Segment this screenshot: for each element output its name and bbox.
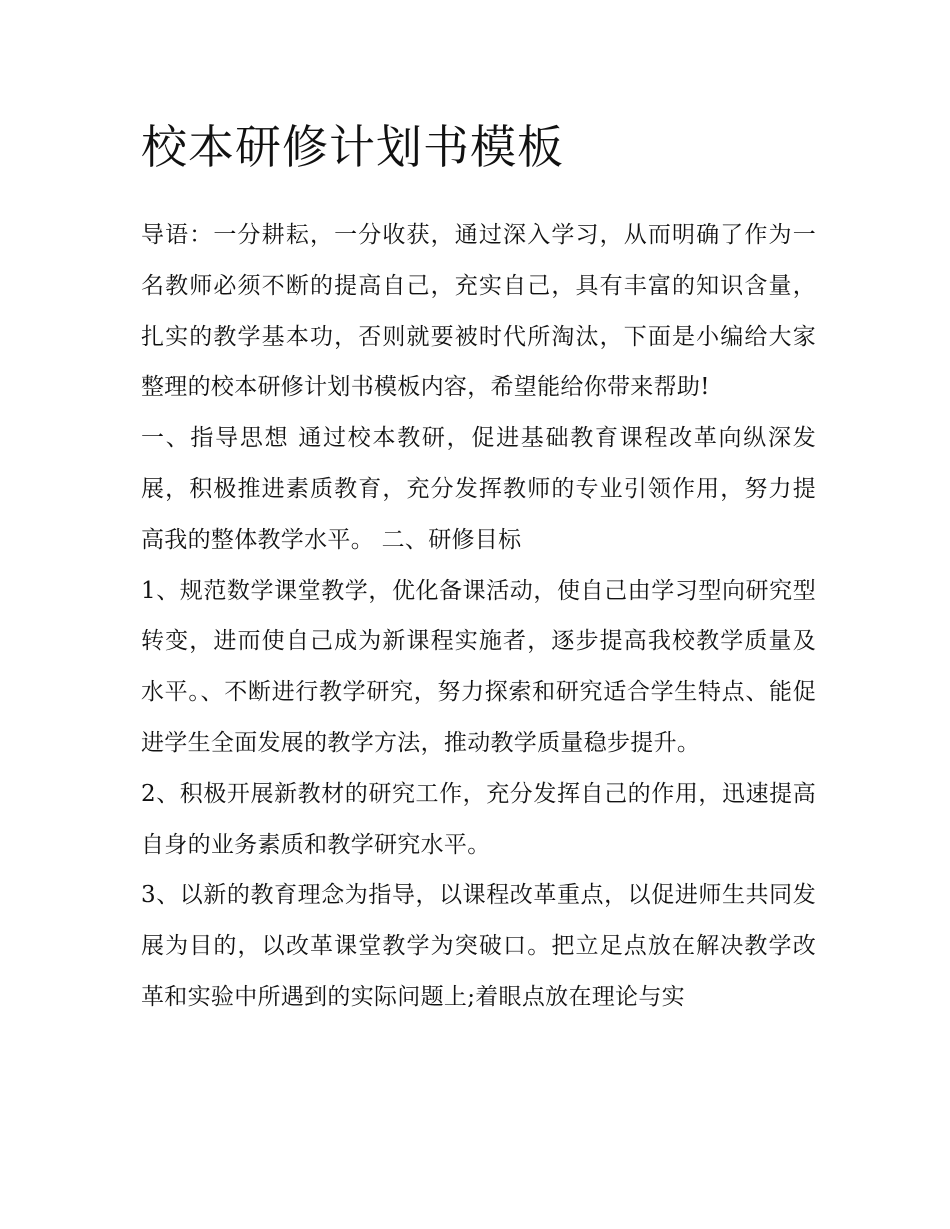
goal-3-paragraph: 3、以新的教育理念为指导，以课程改革重点，以促进师生共同发展为目的，以改革课堂教学为突破口。把立足点放在解决教学改革和实验中所遇到的实际问题上;着眼点放在理论与实 [141,882,816,1010]
page-title: 校本研修计划书模板 [141,120,564,174]
goal-2-paragraph: 2、积极开展新教材的研究工作，充分发挥自己的作用，迅速提高自身的业务素质和教学研究水平。 [141,780,816,858]
guiding-ideology-paragraph: 一、指导思想 通过校本教研，促进基础教育课程改革向纵深发展，积极推进素质教育，充分发挥教师的专业引领作用，努力提高我的整体教学水平。 二、研修目标 [141,425,816,553]
goal-1-paragraph: 1、规范数学课堂教学，优化备课活动，使自己由学习型向研究型转变，进而使自己成为新课程实施者，逐步提高我校教学质量及水平。、不断进行教学研究，努力探索和研究适合学生特点、能促进学生全面发展的教学方法，推动教学质量稳步提升。 [141,577,816,756]
intro-paragraph: 导语：一分耕耘，一分收获，通过深入学习，从而明确了作为一名教师必须不断的提高自己，充实自己，具有丰富的知识含量，扎实的教学基本功，否则就要被时代所淘汰，下面是小编给大家整理的校本研修计划书模板内容，希望能给你带来帮助! [141,222,816,401]
document-page [141,112,816,1023]
